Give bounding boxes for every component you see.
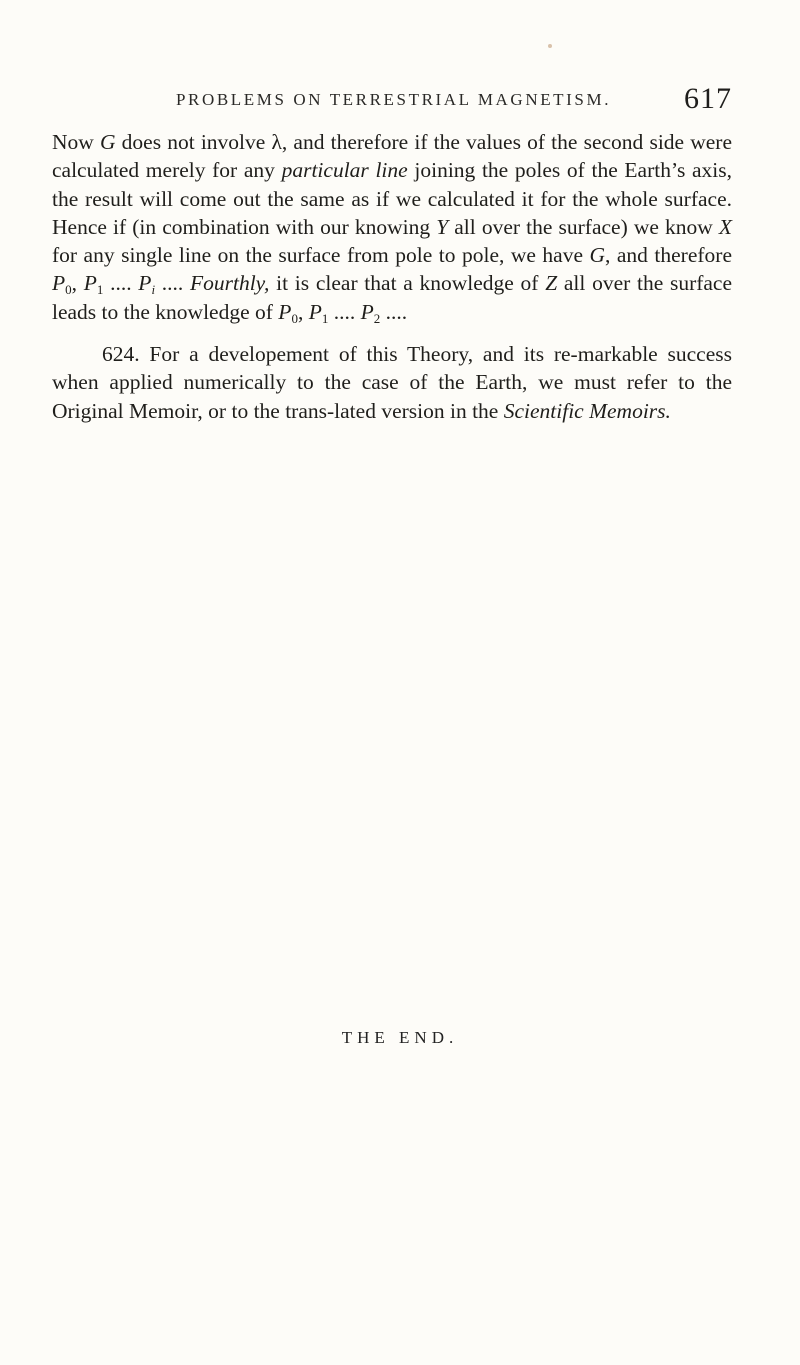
emphasis-fourthly: Fourthly,	[189, 271, 270, 296]
symbol-p1	[83, 271, 104, 298]
symbol-p0	[278, 300, 298, 324]
paragraph-624	[52, 340, 732, 425]
variable-z: Z	[545, 271, 558, 296]
variable-x: X	[718, 214, 732, 239]
text-fragment: it is clear that a knowledge of	[269, 271, 546, 296]
variable-y: Y	[436, 214, 449, 239]
running-title: PROBLEMS ON TERRESTRIAL MAGNETISM.	[176, 90, 612, 109]
symbol-p: P	[83, 271, 97, 296]
variable-g: G	[99, 130, 116, 154]
text-fragment: ....	[155, 271, 190, 296]
subscript: 2	[373, 310, 381, 326]
text-fragment: for any single line on the surface from pole to pole, we have	[52, 243, 590, 268]
emphasis-particular-line: particular line	[281, 158, 408, 183]
variable-g: G	[589, 243, 606, 268]
paragraph-1	[52, 128, 732, 326]
text-fragment: ,	[297, 299, 309, 324]
text-fragment: all over the surface leads to the knowledge of	[52, 271, 733, 324]
text-fragment: 624. For a developement of this Theory, and its re-markable success when applied numerically to the case of the Earth, we must refer to the Original Memoir, or to the trans-lated version in the	[52, 342, 732, 423]
emphasis-scientific-memoirs: Scientific Memoirs.	[503, 398, 671, 423]
symbol-p: P	[308, 299, 322, 324]
paper-speck	[548, 44, 552, 48]
symbol-p0	[52, 271, 72, 298]
symbol-p2	[361, 300, 381, 324]
symbol-p: P	[138, 271, 152, 296]
text-fragment: ....	[328, 299, 361, 324]
subscript: 1	[321, 310, 329, 326]
page-header	[176, 84, 732, 124]
symbol-p: P	[360, 299, 374, 324]
text-fragment: all over the surface) we know	[448, 214, 719, 239]
subscript: 0	[291, 310, 298, 326]
symbol-p: P	[52, 271, 66, 296]
text-fragment: does not involve λ, and therefore if the values of the second side were calculated merely for any	[52, 130, 733, 183]
text-fragment: ....	[380, 299, 408, 324]
text-fragment: Now	[52, 130, 100, 154]
subscript: i	[151, 282, 156, 298]
page-number: 617	[684, 82, 732, 115]
text-fragment: , and therefore	[605, 243, 732, 268]
symbol-p: P	[278, 299, 292, 324]
text-fragment: ,	[71, 271, 84, 296]
text-fragment: joining the poles of the Earth’s axis, the result will come out the same as if we calculated it for the whole surface. Hence if (in combination with our knowing	[52, 158, 732, 239]
the-end-text: THE END.	[341, 1028, 459, 1047]
text-fragment: ....	[103, 271, 139, 296]
body-text	[52, 128, 732, 425]
subscript: 0	[65, 282, 72, 298]
subscript: 1	[96, 282, 104, 298]
symbol-pi	[138, 271, 156, 298]
symbol-p1	[309, 300, 329, 324]
